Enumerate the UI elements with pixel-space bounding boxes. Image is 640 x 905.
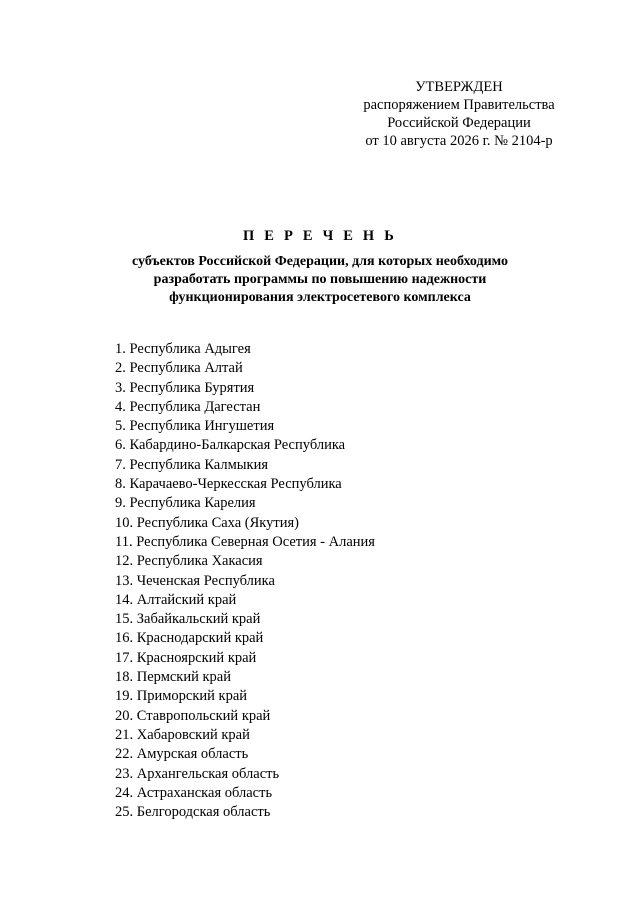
list-item: 10. Республика Саха (Якутия) (115, 514, 299, 531)
list-item: 12. Республика Хакасия (115, 553, 263, 570)
approval-line-2: Российской Федерации (387, 115, 531, 131)
subtitle-line-1: субъектов Российской Федерации, для которых необходимо (131, 254, 509, 269)
list-item: 11. Республика Северная Осетия - Алания (115, 533, 375, 550)
list-item: 5. Республика Ингушетия (115, 418, 275, 435)
list-item: 7. Республика Калмыкия (115, 456, 268, 473)
list-item: 20. Ставропольский край (115, 707, 271, 724)
list-item: 17. Красноярский край (115, 649, 257, 666)
document-subtitle (100, 253, 540, 307)
list-item: 16. Краснодарский край (115, 630, 264, 647)
list-item: 24. Астраханская область (115, 784, 273, 801)
list-item: 25. Белгородская область (115, 804, 271, 821)
document-heading: П Е Р Е Ч Е Н Ь (242, 228, 398, 244)
list-item: 14. Алтайский край (115, 591, 237, 608)
regions-list (115, 340, 375, 822)
list-item: 21. Хабаровский край (115, 726, 250, 743)
list-item: 1. Республика Адыгея (115, 341, 251, 357)
subtitle-line-3: функционирования электросетевого комплекса (169, 290, 471, 305)
approval-block (330, 78, 588, 150)
approval-title: УТВЕРЖДЕН (415, 79, 503, 95)
list-item: 13. Чеченская Республика (115, 572, 275, 589)
list-item: 4. Республика Дагестан (115, 398, 261, 415)
list-item: 19. Приморский край (115, 688, 248, 705)
approval-line-3: от 10 августа 2026 г. № 2104-р (365, 133, 553, 149)
list-item: 6. Кабардино-Балкарская Республика (115, 437, 346, 454)
list-item: 22. Амурская область (115, 746, 249, 763)
approval-line-1: распоряжением Правительства (363, 97, 555, 113)
list-item: 8. Карачаево-Черкесская Республика (115, 476, 342, 493)
list-item: 3. Республика Бурятия (115, 379, 255, 396)
list-item: 18. Пермский край (115, 669, 231, 686)
list-item: 23. Архангельская область (115, 765, 280, 782)
list-item: 2. Республика Алтай (115, 360, 243, 377)
subtitle-line-2: разработать программы по повышению надежности (153, 272, 487, 287)
list-item: 9. Республика Карелия (115, 495, 256, 512)
list-item: 15. Забайкальский край (115, 611, 261, 628)
